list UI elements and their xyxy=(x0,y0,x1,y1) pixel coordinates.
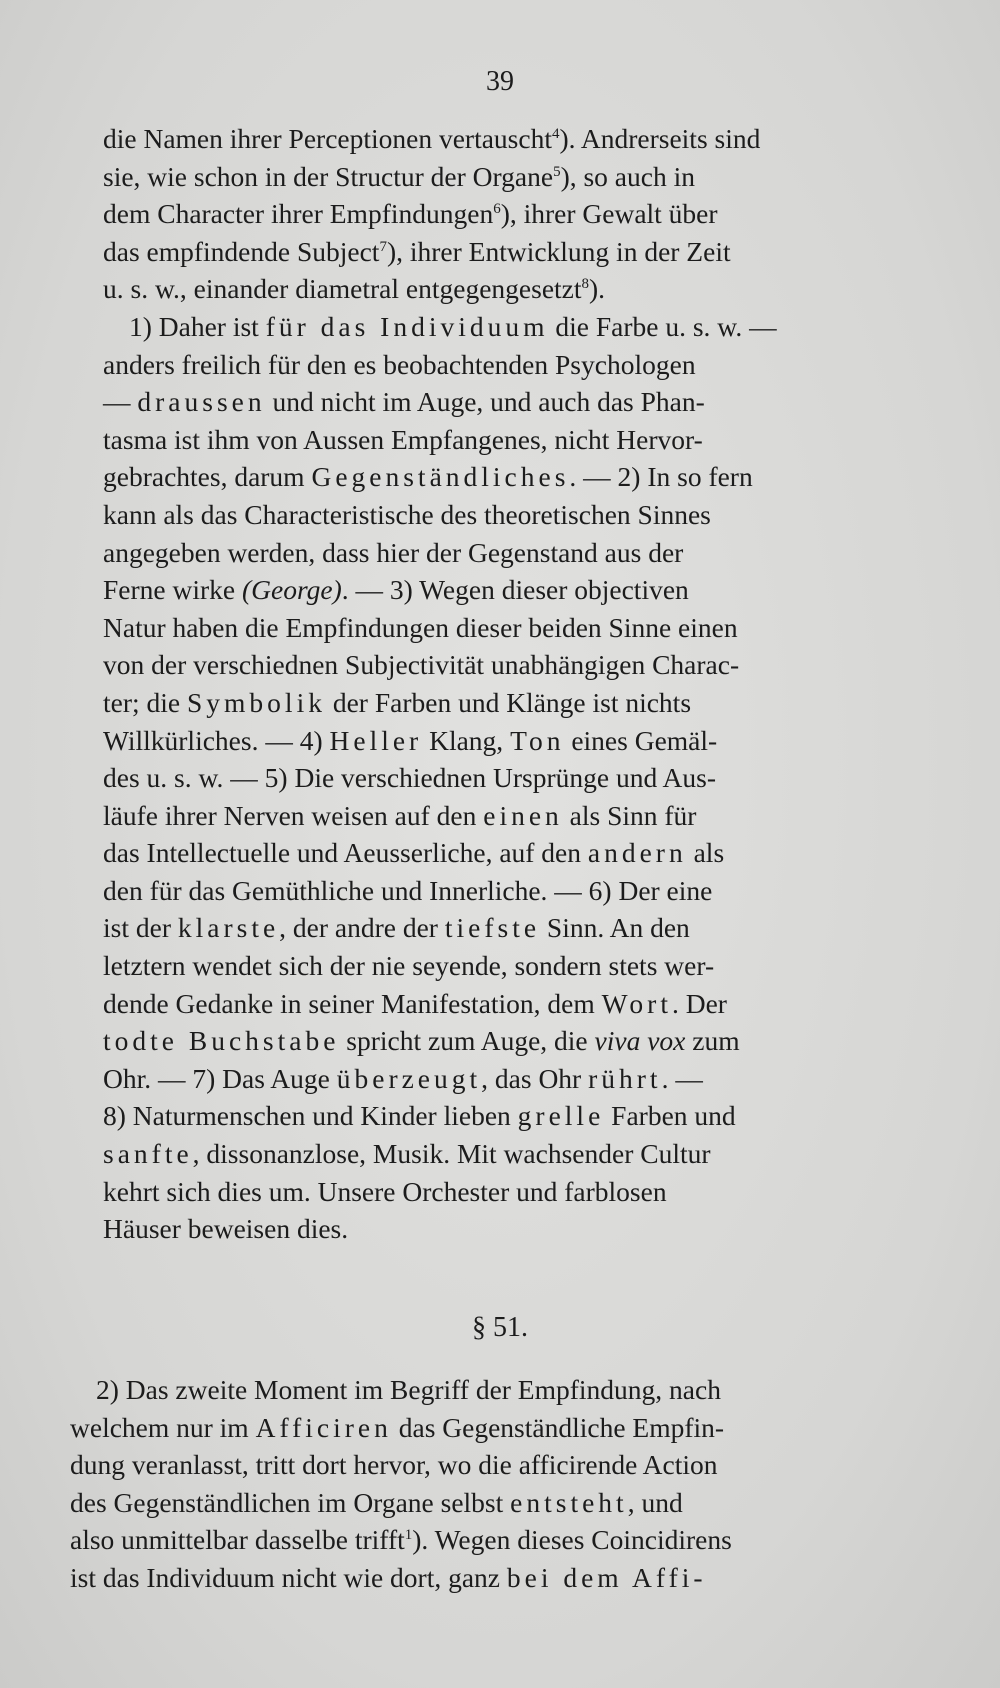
text-line: den für das Gemüthliche und Innerliche. — 6) Der eine xyxy=(103,874,713,906)
text-line: — draussen und nicht im Auge, und auch das Phan- xyxy=(103,386,705,418)
text-line: ist der klarste, der andre der tiefste Sinn. An den xyxy=(103,912,690,944)
page-number: 39 xyxy=(486,66,514,97)
text-line: von der verschiednen Subjectivität unabhängigen Charac- xyxy=(103,649,740,681)
text-line: Ferne wirke (George). — 3) Wegen dieser objectiven xyxy=(103,574,689,606)
text-line: u. s. w., einander diametral entgegengesetzt$^8$). xyxy=(103,273,606,305)
text-line: ter; die Symbolik der Farben und Klänge ist nichts xyxy=(103,686,692,718)
text-line: sanfte, dissonanzlose, Musik. Mit wachsender Cultur xyxy=(103,1138,711,1170)
body-text-block xyxy=(70,1371,900,1597)
text-line: letztern wendet sich der nie seyende, sondern stets wer- xyxy=(103,950,715,982)
text-line: 2) Das zweite Moment im Begriff der Empfindung, nach xyxy=(96,1374,721,1405)
text-line: kehrt sich dies um. Unsere Orchester und farblosen xyxy=(103,1175,667,1207)
text-line: dem Character ihrer Empfindungen$^6$), ihrer Gewalt über xyxy=(103,198,718,230)
text-line: Ohr. — 7) Das Auge überzeugt, das Ohr rührt. — xyxy=(103,1062,703,1094)
text-line: also unmittelbar dasselbe trifft$^1$). Wegen dieses Coincidirens xyxy=(70,1524,732,1556)
footnotes-block xyxy=(103,120,900,1248)
text-line: des Gegenständlichen im Organe selbst entsteht, und xyxy=(70,1486,683,1518)
text-line: das Intellectuelle und Aeusserliche, auf den andern als xyxy=(103,837,725,869)
section-heading: § 51. xyxy=(472,1312,528,1343)
text-line: 8) Naturmenschen und Kinder lieben grelle Farben und xyxy=(103,1100,736,1132)
text-line: des u. s. w. — 5) Die verschiednen Ursprünge und Aus- xyxy=(103,762,717,794)
text-line: ist das Individuum nicht wie dort, ganz bei dem Affi- xyxy=(70,1561,707,1593)
text-line: gebrachtes, darum Gegenständliches. — 2) In so fern xyxy=(103,461,753,493)
text-line: Willkürliches. — 4) Heller Klang, Ton eines Gemäl- xyxy=(103,724,718,756)
text-line: tasma ist ihm von Aussen Empfangenes, nicht Hervor- xyxy=(103,423,703,455)
text-line: 1) Daher ist für das Individuum die Farbe u. s. w. — xyxy=(129,310,777,342)
text-line: dung veranlasst, tritt dort hervor, wo die afficirende Action xyxy=(70,1449,718,1481)
text-line: welchem nur im Afficiren das Gegenständliche Empfin- xyxy=(70,1411,725,1443)
text-line: kann als das Characteristische des theoretischen Sinnes xyxy=(103,498,711,530)
text-line: todte Buchstabe spricht zum Auge, die viva vox zum xyxy=(103,1025,740,1057)
text-line: dende Gedanke in seiner Manifestation, dem Wort. Der xyxy=(103,987,727,1019)
text-line: angegeben werden, dass hier der Gegenstand aus der xyxy=(103,536,684,568)
text-line: die Namen ihrer Perceptionen vertauscht$^4$). Andrerseits sind xyxy=(103,123,761,154)
text-line: Natur haben die Empfindungen dieser beiden Sinne einen xyxy=(103,611,738,643)
text-line: läufe ihrer Nerven weisen auf den einen als Sinn für xyxy=(103,799,697,831)
text-line: sie, wie schon in der Structur der Organe$^5$), so auch in xyxy=(103,160,695,192)
text-line: anders freilich für den es beobachtenden Psychologen xyxy=(103,348,696,380)
text-line: Häuser beweisen dies. xyxy=(103,1213,349,1245)
text-line: das empfindende Subject$^7$), ihrer Entwicklung in der Zeit xyxy=(103,235,731,267)
